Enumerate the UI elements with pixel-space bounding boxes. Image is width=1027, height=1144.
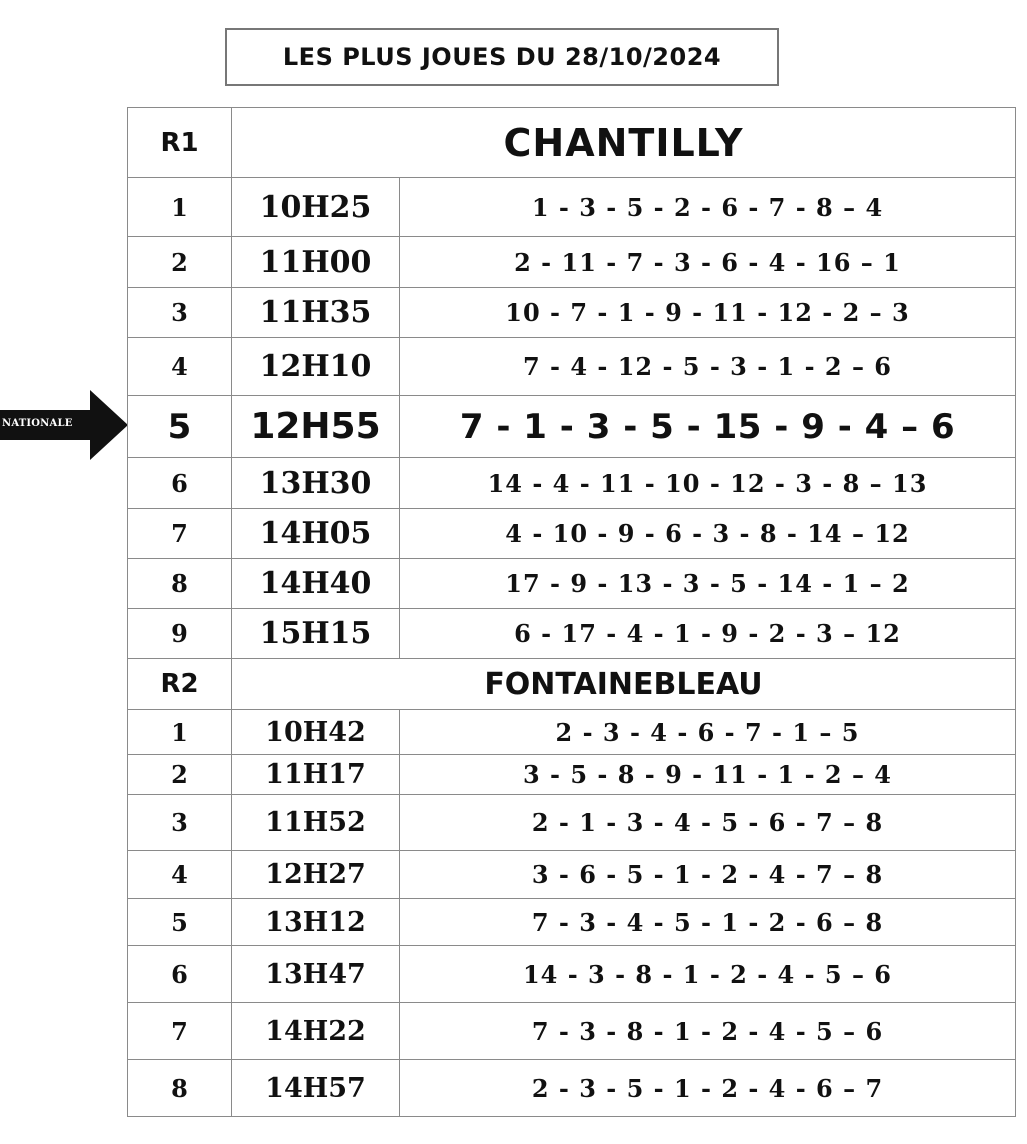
race-time: 10H42: [232, 710, 400, 755]
race-number: 3: [128, 288, 232, 338]
page-title: LES PLUS JOUES DU 28/10/2024: [225, 28, 779, 86]
table-row: [128, 288, 1016, 338]
race-combination: 7 - 4 - 12 - 5 - 3 - 1 - 2 – 6: [400, 338, 1016, 396]
table-row: [128, 1003, 1016, 1060]
race-number: 2: [128, 755, 232, 795]
race-combination: 3 - 6 - 5 - 1 - 2 - 4 - 7 – 8: [400, 851, 1016, 899]
table-row: [128, 1060, 1016, 1117]
race-combination: 1 - 3 - 5 - 2 - 6 - 7 - 8 – 4: [400, 178, 1016, 237]
race-number: 5: [128, 396, 232, 458]
race-combination: 7 - 1 - 3 - 5 - 15 - 9 - 4 – 6: [400, 396, 1016, 458]
table-row: [128, 178, 1016, 237]
reunion-header-r2: [128, 659, 1016, 710]
race-combination: 17 - 9 - 13 - 3 - 5 - 14 - 1 – 2: [400, 559, 1016, 609]
race-number: 6: [128, 946, 232, 1003]
race-time: 14H05: [232, 509, 400, 559]
table-row: [128, 338, 1016, 396]
race-time: 15H15: [232, 609, 400, 659]
arrow-label: NATIONALE: [2, 418, 73, 429]
race-combination: 14 - 3 - 8 - 1 - 2 - 4 - 5 – 6: [400, 946, 1016, 1003]
race-number: 7: [128, 1003, 232, 1060]
race-number: 1: [128, 178, 232, 237]
table-row: [128, 559, 1016, 609]
race-combination: 2 - 3 - 4 - 6 - 7 - 1 – 5: [400, 710, 1016, 755]
race-time: 11H00: [232, 237, 400, 288]
race-time: 12H27: [232, 851, 400, 899]
table-row: [128, 609, 1016, 659]
race-time: 12H55: [232, 396, 400, 458]
race-number: 9: [128, 609, 232, 659]
table-row: [128, 946, 1016, 1003]
table-row: [128, 899, 1016, 946]
race-time: 12H10: [232, 338, 400, 396]
race-combination: 4 - 10 - 9 - 6 - 3 - 8 - 14 – 12: [400, 509, 1016, 559]
table-row: [128, 710, 1016, 755]
reunion-header-r1: [128, 108, 1016, 178]
race-number: 3: [128, 795, 232, 851]
race-combination: 2 - 3 - 5 - 1 - 2 - 4 - 6 – 7: [400, 1060, 1016, 1117]
race-combination: 14 - 4 - 11 - 10 - 12 - 3 - 8 – 13: [400, 458, 1016, 509]
table-row: [128, 509, 1016, 559]
race-time: 13H30: [232, 458, 400, 509]
race-number: 6: [128, 458, 232, 509]
race-number: 8: [128, 1060, 232, 1117]
race-combination: 3 - 5 - 8 - 9 - 11 - 1 - 2 – 4: [400, 755, 1016, 795]
race-time: 11H35: [232, 288, 400, 338]
table-row-highlighted: [128, 396, 1016, 458]
table-row: [128, 458, 1016, 509]
race-number: 8: [128, 559, 232, 609]
race-number: 1: [128, 710, 232, 755]
race-table: [127, 107, 1016, 1117]
table-row: [128, 755, 1016, 795]
race-time: 14H57: [232, 1060, 400, 1117]
race-combination: 10 - 7 - 1 - 9 - 11 - 12 - 2 – 3: [400, 288, 1016, 338]
table-row: [128, 237, 1016, 288]
reunion-id: R1: [128, 108, 232, 178]
race-time: 14H22: [232, 1003, 400, 1060]
race-combination: 6 - 17 - 4 - 1 - 9 - 2 - 3 – 12: [400, 609, 1016, 659]
race-time: 11H17: [232, 755, 400, 795]
venue-name: CHANTILLY: [232, 108, 1016, 178]
race-combination: 2 - 1 - 3 - 4 - 5 - 6 - 7 – 8: [400, 795, 1016, 851]
race-time: 10H25: [232, 178, 400, 237]
race-combination: 2 - 11 - 7 - 3 - 6 - 4 - 16 – 1: [400, 237, 1016, 288]
race-number: 7: [128, 509, 232, 559]
race-number: 4: [128, 338, 232, 396]
race-time: 13H47: [232, 946, 400, 1003]
race-number: 2: [128, 237, 232, 288]
table-row: [128, 851, 1016, 899]
race-number: 4: [128, 851, 232, 899]
race-combination: 7 - 3 - 8 - 1 - 2 - 4 - 5 – 6: [400, 1003, 1016, 1060]
race-number: 5: [128, 899, 232, 946]
race-time: 11H52: [232, 795, 400, 851]
table-row: [128, 795, 1016, 851]
race-time: 14H40: [232, 559, 400, 609]
race-time: 13H12: [232, 899, 400, 946]
venue-name: FONTAINEBLEAU: [232, 659, 1016, 710]
race-combination: 7 - 3 - 4 - 5 - 1 - 2 - 6 – 8: [400, 899, 1016, 946]
reunion-id: R2: [128, 659, 232, 710]
